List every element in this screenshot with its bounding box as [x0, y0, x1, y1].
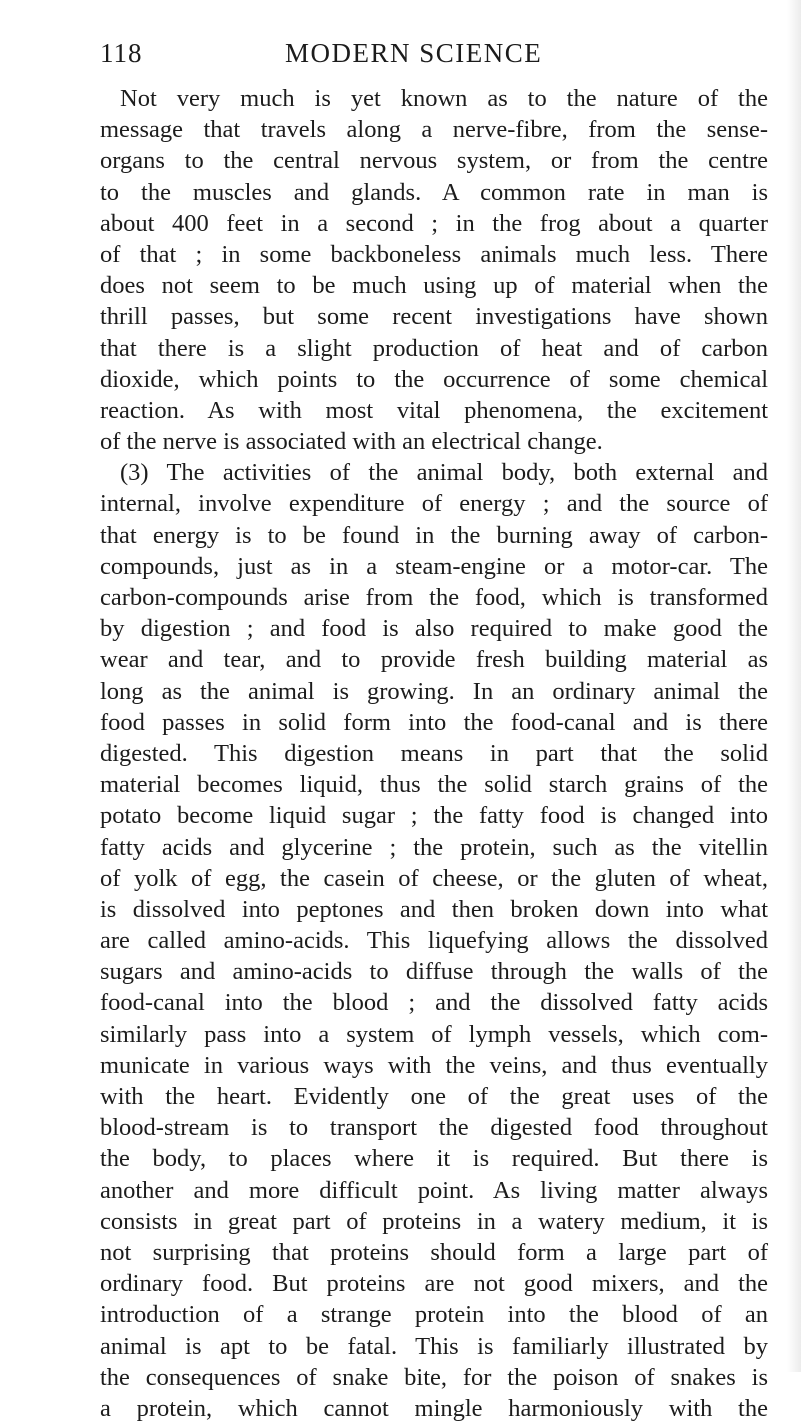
text-line: that energy is to be found in the burning away of carbon-: [100, 521, 768, 549]
text-line: does not seem to be much using up of material when the: [100, 272, 768, 300]
text-line: dioxide, which points to the occurrence of some chemical: [100, 365, 768, 393]
text-line: thrill passes, but some recent investigations have shown: [100, 303, 768, 331]
text-line: by digestion ; and food is also required to make good the: [100, 615, 768, 643]
running-title: MODERN SCIENCE: [285, 38, 543, 68]
text-line: food passes in solid form into the food-canal and is there: [100, 708, 768, 736]
text-line: compounds, just as in a steam-engine or a motor-car. The: [100, 552, 768, 580]
text-line: food-canal into the blood ; and the dissolved fatty acids: [100, 989, 768, 1017]
text-line: of that ; in some backboneless animals much less. There: [100, 240, 768, 268]
page-edge-shadow: [787, 0, 801, 1372]
text-line: digested. This digestion means in part that the solid: [100, 739, 768, 767]
text-line: long as the animal is growing. In an ordinary animal the: [100, 677, 768, 705]
page-number: 118: [100, 38, 143, 68]
body-text: [100, 83, 768, 1424]
text-line: of yolk of egg, the casein of cheese, or the gluten of wheat,: [100, 864, 768, 892]
text-line: that there is a slight production of heat and of carbon: [100, 334, 768, 362]
text-line: internal, involve expenditure of energy ; and the source of: [100, 490, 768, 518]
text-line: with the heart. Evidently one of the great uses of the: [100, 1083, 768, 1110]
text-line: message that travels along a nerve-fibre, from the sense-: [100, 116, 768, 144]
text-line: animal is apt to be fatal. This is familiarly illustrated by: [100, 1332, 768, 1360]
text-line: Not very much is yet known as to the nature of the: [120, 85, 768, 112]
text-line: material becomes liquid, thus the solid starch grains of the: [100, 771, 768, 799]
text-line: (3) The activities of the animal body, both external and: [120, 459, 768, 487]
text-line: the consequences of snake bite, for the poison of snakes is: [100, 1363, 768, 1391]
text-line: another and more difficult point. As living matter always: [100, 1176, 768, 1204]
text-line: carbon-compounds arise from the food, which is transformed: [100, 584, 768, 611]
text-line: introduction of a strange protein into the blood of an: [100, 1301, 768, 1329]
text-line: wear and tear, and to provide fresh building material as: [100, 646, 768, 674]
text-line: a protein, which cannot mingle harmoniously with the: [100, 1394, 768, 1422]
running-head: [100, 38, 770, 78]
text-line: are called amino-acids. This liquefying allows the dissolved: [100, 927, 768, 955]
text-line: fatty acids and glycerine ; the protein, such as the vitellin: [100, 833, 768, 861]
text-line: is dissolved into peptones and then broken down into what: [100, 895, 768, 923]
text-line: reaction. As with most vital phenomena, the excitement: [100, 396, 768, 424]
text-line: organs to the central nervous system, or from the centre: [100, 147, 768, 175]
text-line: not surprising that proteins should form a large part of: [100, 1238, 768, 1266]
text-line: blood-stream is to transport the digested food throughout: [100, 1114, 768, 1142]
text-line: municate in various ways with the veins, and thus eventually: [100, 1051, 768, 1079]
text-line: the body, to places where it is required. But there is: [100, 1145, 768, 1173]
text-line: to the muscles and glands. A common rate in man is: [100, 178, 768, 206]
text-line: ordinary food. But proteins are not good mixers, and the: [100, 1270, 768, 1298]
text-line: of the nerve is associated with an electrical change.: [100, 428, 603, 456]
text-line: similarly pass into a system of lymph vessels, which com-: [100, 1020, 768, 1048]
text-line: consists in great part of proteins in a watery medium, it is: [100, 1207, 768, 1235]
text-line: sugars and amino-acids to diffuse through the walls of the: [100, 958, 768, 986]
text-line: about 400 feet in a second ; in the frog about a quarter: [100, 209, 768, 237]
text-line: potato become liquid sugar ; the fatty food is changed into: [100, 802, 768, 830]
